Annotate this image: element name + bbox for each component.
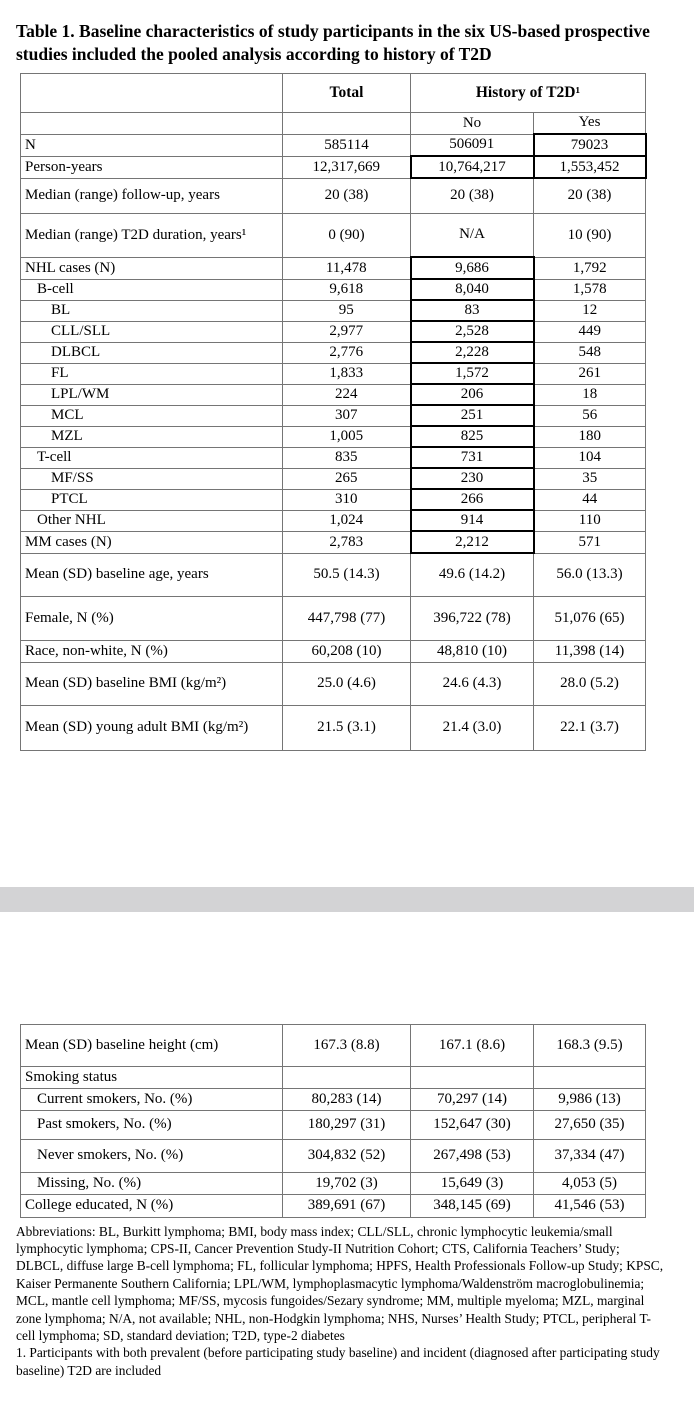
table-row: [21, 134, 646, 156]
header-blank-cell: [21, 73, 283, 112]
cell-no: 21.4 (3.0): [411, 705, 534, 750]
table-row: [21, 178, 646, 213]
table-row: [21, 640, 646, 662]
cell-total: 60,208 (10): [283, 640, 411, 662]
cell-yes: 11,398 (14): [534, 640, 646, 662]
cell-yes: 18: [534, 384, 646, 405]
cell-label: B-cell: [21, 279, 283, 300]
cell-yes: 10 (90): [534, 213, 646, 257]
table-row: [21, 705, 646, 750]
table-row: [21, 363, 646, 384]
cell-no: 230: [411, 468, 534, 489]
cell-label: Current smokers, No. (%): [21, 1088, 283, 1110]
cell-no: 251: [411, 405, 534, 426]
table-row: [21, 405, 646, 426]
cell-yes: 180: [534, 426, 646, 447]
cell-no: N/A: [411, 213, 534, 257]
table-row: [21, 468, 646, 489]
cell-label: MF/SS: [21, 468, 283, 489]
cell-yes: 22.1 (3.7): [534, 705, 646, 750]
cell-total: 447,798 (77): [283, 596, 411, 640]
header-history-of-t2d: History of T2D¹: [411, 73, 646, 112]
cell-label: Other NHL: [21, 510, 283, 531]
table-row: [21, 279, 646, 300]
cell-total: 1,024: [283, 510, 411, 531]
table-row: [21, 1066, 646, 1088]
cell-yes: 261: [534, 363, 646, 384]
table-row: [21, 531, 646, 553]
page-separator: [0, 887, 694, 912]
cell-label: Past smokers, No. (%): [21, 1110, 283, 1139]
cell-label: Smoking status: [21, 1066, 283, 1088]
table-row: [21, 213, 646, 257]
cell-label: PTCL: [21, 489, 283, 510]
cell-label: Never smokers, No. (%): [21, 1139, 283, 1172]
cell-yes: 41,546 (53): [534, 1194, 646, 1217]
cell-label: BL: [21, 300, 283, 321]
cell-no: 10,764,217: [411, 156, 534, 178]
cell-yes: 1,792: [534, 257, 646, 279]
table-row: [21, 1110, 646, 1139]
cell-yes: 79023: [534, 134, 646, 156]
cell-no: 267,498 (53): [411, 1139, 534, 1172]
cell-total: 265: [283, 468, 411, 489]
subheader-yes: Yes: [534, 112, 646, 134]
cell-label: Race, non-white, N (%): [21, 640, 283, 662]
table-row: [21, 447, 646, 468]
table-row: [21, 156, 646, 178]
cell-no: 396,722 (78): [411, 596, 534, 640]
table-row: [21, 1139, 646, 1172]
table-row: [21, 596, 646, 640]
cell-yes: 110: [534, 510, 646, 531]
cell-total: 95: [283, 300, 411, 321]
cell-total: 835: [283, 447, 411, 468]
cell-total: [283, 1066, 411, 1088]
cell-total: 2,977: [283, 321, 411, 342]
cell-total: 11,478: [283, 257, 411, 279]
cell-label: Female, N (%): [21, 596, 283, 640]
baseline-table: [20, 73, 647, 751]
cell-no: 24.6 (4.3): [411, 662, 534, 705]
header-total: Total: [283, 73, 411, 112]
table-row: [21, 1172, 646, 1194]
abbreviations-note: Abbreviations: BL, Burkitt lymphoma; BMI, body mass index; CLL/SLL, chronic lymphocytic leukemia/small lymphocytic lymphoma; CPS-II, Cancer Prevention Study-II Nutrition Cohort; CTS, California Teachers’ Study; DLBCL, diffuse large B-cell lymphoma; FL, follicular lymphoma; HPFS, Health Professionals Follow-up Study; KPSC, Kaiser Permanente Southern California; LPL/WM, lymphoplasmacytic lymphoma/Waldenström macroglobulinemia; MCL, mantle cell lymphoma; MF/SS, mycosis fungoides/Sezary syndrome; MM, multiple myeloma; MZL, marginal zone lymphoma; N/A, not available; NHL, non-Hodgkin lymphoma; NHS, Nurses’ Health Study; PTCL, peripheral T-cell lymphoma; SD, standard deviation; T2D, type-2 diabetes: [16, 1223, 664, 1343]
footnote-1: 1. Participants with both prevalent (before participating study baseline) and incident (diagnosed after participating study baseline) T2D are included: [16, 1345, 660, 1378]
cell-no: 506091: [411, 134, 534, 156]
cell-yes: 1,578: [534, 279, 646, 300]
cell-total: 12,317,669: [283, 156, 411, 178]
cell-label: Mean (SD) baseline BMI (kg/m²): [21, 662, 283, 705]
subheader-no: No: [411, 112, 534, 134]
cell-label: LPL/WM: [21, 384, 283, 405]
table-row: [21, 257, 646, 279]
table-row: [21, 342, 646, 363]
table-header-row: [21, 73, 646, 112]
cell-no: 70,297 (14): [411, 1088, 534, 1110]
table-row: [21, 553, 646, 596]
cell-yes: 35: [534, 468, 646, 489]
cell-yes: 12: [534, 300, 646, 321]
cell-no: 83: [411, 300, 534, 321]
cell-no: 914: [411, 510, 534, 531]
cell-label: T-cell: [21, 447, 283, 468]
cell-no: 2,212: [411, 531, 534, 553]
cell-total: 20 (38): [283, 178, 411, 213]
cell-yes: 44: [534, 489, 646, 510]
cell-label: Person-years: [21, 156, 283, 178]
table-row: [21, 426, 646, 447]
table-row: [21, 1088, 646, 1110]
page: [0, 20, 694, 1428]
cell-no: 48,810 (10): [411, 640, 534, 662]
table-row: [21, 489, 646, 510]
cell-yes: 571: [534, 531, 646, 553]
cell-label: Mean (SD) baseline age, years: [21, 553, 283, 596]
cell-no: 152,647 (30): [411, 1110, 534, 1139]
cell-yes: 104: [534, 447, 646, 468]
cell-label: Median (range) T2D duration, years¹: [21, 213, 283, 257]
table-row: [21, 1024, 646, 1066]
cell-no: 206: [411, 384, 534, 405]
cell-total: 224: [283, 384, 411, 405]
cell-total: 167.3 (8.8): [283, 1024, 411, 1066]
cell-total: 389,691 (67): [283, 1194, 411, 1217]
table-row: [21, 510, 646, 531]
footnotes-block: [16, 1223, 666, 1380]
table-row: [21, 384, 646, 405]
table-row: [21, 662, 646, 705]
cell-label: Median (range) follow-up, years: [21, 178, 283, 213]
cell-total: 0 (90): [283, 213, 411, 257]
cell-label: CLL/SLL: [21, 321, 283, 342]
cell-label: College educated, N (%): [21, 1194, 283, 1217]
cell-no: 49.6 (14.2): [411, 553, 534, 596]
cell-total: 25.0 (4.6): [283, 662, 411, 705]
cell-total: 307: [283, 405, 411, 426]
cell-label: FL: [21, 363, 283, 384]
cell-yes: 449: [534, 321, 646, 342]
cell-yes: 56: [534, 405, 646, 426]
cell-total: 180,297 (31): [283, 1110, 411, 1139]
cell-label: N: [21, 134, 283, 156]
cell-label: DLBCL: [21, 342, 283, 363]
cell-total: 21.5 (3.1): [283, 705, 411, 750]
cell-yes: 27,650 (35): [534, 1110, 646, 1139]
cell-label: Missing, No. (%): [21, 1172, 283, 1194]
cell-total: 585114: [283, 134, 411, 156]
cell-yes: 1,553,452: [534, 156, 646, 178]
cell-no: 9,686: [411, 257, 534, 279]
cell-yes: 20 (38): [534, 178, 646, 213]
cell-label: MM cases (N): [21, 531, 283, 553]
cell-no: 1,572: [411, 363, 534, 384]
cell-total: 9,618: [283, 279, 411, 300]
cell-label: MCL: [21, 405, 283, 426]
cell-no: 167.1 (8.6): [411, 1024, 534, 1066]
subheader-blank-cell: [21, 112, 283, 134]
cell-yes: 56.0 (13.3): [534, 553, 646, 596]
cell-total: 80,283 (14): [283, 1088, 411, 1110]
cell-no: 731: [411, 447, 534, 468]
cell-no: 348,145 (69): [411, 1194, 534, 1217]
cell-no: 825: [411, 426, 534, 447]
cell-yes: 4,053 (5): [534, 1172, 646, 1194]
cell-label: MZL: [21, 426, 283, 447]
cell-label: Mean (SD) baseline height (cm): [21, 1024, 283, 1066]
cell-yes: 28.0 (5.2): [534, 662, 646, 705]
cell-no: 15,649 (3): [411, 1172, 534, 1194]
cell-yes: 168.3 (9.5): [534, 1024, 646, 1066]
cell-no: 8,040: [411, 279, 534, 300]
table-row: [21, 1194, 646, 1217]
cell-total: 50.5 (14.3): [283, 553, 411, 596]
baseline-table-continued: [20, 1024, 646, 1218]
table-row: [21, 321, 646, 342]
cell-no: 2,528: [411, 321, 534, 342]
cell-yes: 37,334 (47): [534, 1139, 646, 1172]
cell-no: 2,228: [411, 342, 534, 363]
cell-yes: 51,076 (65): [534, 596, 646, 640]
cell-no: 266: [411, 489, 534, 510]
table-title: Table 1. Baseline characteristics of study participants in the six US-based prospective studies included the pooled analysis according to history of T2D: [16, 21, 650, 64]
cell-total: 310: [283, 489, 411, 510]
subheader-blank-cell: [283, 112, 411, 134]
table-subheader-row: [21, 112, 646, 134]
cell-yes: [534, 1066, 646, 1088]
cell-yes: 9,986 (13): [534, 1088, 646, 1110]
cell-no: 20 (38): [411, 178, 534, 213]
cell-yes: 548: [534, 342, 646, 363]
cell-label: Mean (SD) young adult BMI (kg/m²): [21, 705, 283, 750]
cell-label: NHL cases (N): [21, 257, 283, 279]
cell-total: 1,005: [283, 426, 411, 447]
table-row: [21, 300, 646, 321]
cell-total: 1,833: [283, 363, 411, 384]
cell-total: 304,832 (52): [283, 1139, 411, 1172]
cell-total: 2,776: [283, 342, 411, 363]
cell-no: [411, 1066, 534, 1088]
cell-total: 19,702 (3): [283, 1172, 411, 1194]
cell-total: 2,783: [283, 531, 411, 553]
